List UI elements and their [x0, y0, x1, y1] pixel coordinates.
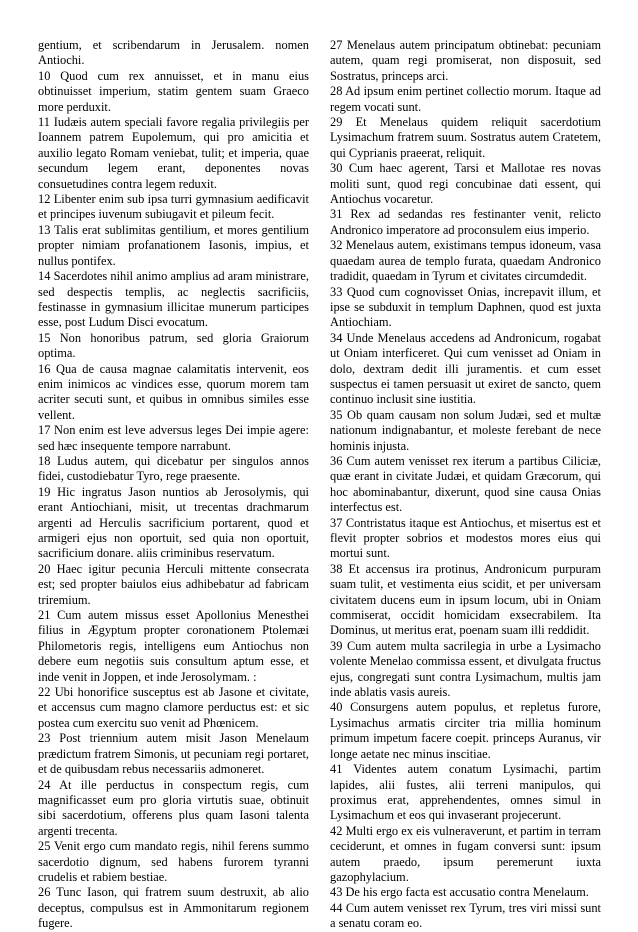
verse-paragraph: 12 Libenter enim sub ipsa turri gymnasium aedificavit et principes iuvenum subiugavit et pileum fecit. [38, 192, 309, 222]
verse-paragraph: 30 Cum haec agerent, Tarsi et Mallotae res novas moliti sunt, quod regi concubinae dati essent, qui Antiochus vocaretur. [330, 161, 601, 207]
verse-paragraph: 32 Menelaus autem, existimans tempus idoneum, vasa quaedam aurea de templo furata, quaedam Andronico tradidit, quaedam in Tyrum et civitates circumdedit. [330, 238, 601, 284]
verse-paragraph: 37 Contristatus itaque est Antiochus, et misertus est et flevit propter sobrios et modestos mores eius qui mortui sunt. [330, 515, 601, 561]
verse-paragraph: 11 Iudæis autem speciali favore regalia privilegiis per Ioannem patrem Eupolemum, qui pro amicitia et auxilio legato Romam veniebat, tulit; et imperia, quae secundum legem erant, deponentes novas consuetudines contra legem reduxit. [38, 115, 309, 191]
right-column [330, 38, 601, 931]
verse-paragraph: 44 Cum autem venisset rex Tyrum, tres viri missi sunt a senatu coram eo. [330, 900, 601, 931]
verse-paragraph: 33 Quod cum cognovisset Onias, increpavit illum, et ipse se subduxit in templum Daphnen, quod est juxta Antiochiam. [330, 284, 601, 330]
verse-paragraph: 13 Talis erat sublimitas gentilium, et mores gentilium propter nimiam profanationem Iasonis, impius, et nullus pontifex. [38, 222, 309, 268]
verse-paragraph: 16 Qua de causa magnae calamitatis intervenit, eos enim inimicos ac vindices esse, quorum morem tam acriter secuti sunt, et quibus in omnibus similes esse vellent. [38, 361, 309, 422]
verse-paragraph: 43 De his ergo facta est accusatio contra Menelaum. [330, 885, 589, 900]
verse-paragraph: 31 Rex ad sedandas res festinanter venit, relicto Andronico imperatore ad proconsulem eius imperio. [330, 207, 601, 237]
verse-paragraph: 29 Et Menelaus quidem reliquit sacerdotium Lysimachum fratrem suum. Sostratus autem Cratetem, qui Cyprianis praeerat, reliquit. [330, 115, 601, 160]
left-column [38, 38, 309, 931]
verse-paragraph: 24 At ille perductus in conspectum regis, cum magnificasset eum pro gloria virtutis suae, obtinuit sibi sacerdotium, offerens plus quam Iasoni talenta argenti trecenta. [38, 777, 309, 838]
verse-paragraph: 23 Post triennium autem misit Jason Menelaum prædictum fratrem Simonis, ut pecuniam regi portaret, et de quibusdam rebus necessariis admoneret. [38, 731, 309, 777]
verse-paragraph: 41 Videntes autem conatum Lysimachi, partim lapides, alii fustes, alii terreni manipulos, qui proximus erat, apprehendentes, omnes simul in Lysimachum et eos qui invaserant projecerunt. [330, 762, 601, 823]
verse-paragraph: 22 Ubi honorifice susceptus est ab Jasone et civitate, et accensus cum magno clamore perductus est: et sic postea cum exercitu suo venit ad Phœnicem. [38, 685, 309, 730]
verse-paragraph: 42 Multi ergo ex eis vulneraverunt, et partim in terram ceciderunt, et omnes in fugam conversi sunt: ipsum autem praedo, ipsum peremerunt iuxta gazophylacium. [330, 823, 601, 884]
verse-paragraph: 14 Sacerdotes nihil animo amplius ad aram ministrare, sed despectis templis, ac neglectis sacrificiis, festinasse in gymnasium illicitae munerum participes esse, post Ludum Disci evocatum. [38, 269, 309, 330]
verse-paragraph: 40 Consurgens autem populus, et repletus furore, Lysimachus armatis circiter tria millia hominum primum impetum facere coepit. princeps Auranus, vir longe aetate nec minus inscitiae. [330, 700, 601, 761]
verse-paragraph: 26 Tunc Iason, qui fratrem suum destruxit, ab alio deceptus, compulsus est in Ammonitarum regionem fugere. [38, 885, 309, 931]
verse-paragraph: 10 Quod cum rex annuisset, et in manu eius obtinuisset imperium, statim gentem suam Graeco more perduxit. [38, 68, 309, 114]
verse-paragraph: 28 Ad ipsum enim pertinet collectio morum. Itaque ad regem vocati sunt. [330, 84, 601, 114]
verse-paragraph: 18 Ludus autem, qui dicebatur per singulos annos fidei, custodiebatur Tyro, rege praesente. [38, 453, 309, 484]
verse-paragraph: gentium, et scribendarum in Jerusalem. nomen Antiochi. [38, 38, 309, 68]
verse-paragraph: 39 Cum autem multa sacrilegia in urbe a Lysimacho volente Menelao commissa essent, et divulgata fructus ejus, congregati sunt contra Lysimachum, multis jam inde ablatis vasis aureis. [330, 638, 601, 700]
verse-paragraph: 21 Cum autem missus esset Apollonius Menesthei filius in Ægyptum propter coronationem Ptolemæi Philometoris regis, intelligens eum Antiochus non debere eum negotiis suis consultum aptum esse, et inde venit in Joppen, et inde Jerosolymam. : [38, 608, 309, 684]
verse-paragraph: 25 Venit ergo cum mandato regis, nihil ferens summo sacerdotio dignum, sed habens furorem tyranni crudelis et rabiem bestiae. [38, 839, 309, 884]
verse-paragraph: 17 Non enim est leve adversus leges Dei impie agere: sed hæc insequente tempore narrabunt. [38, 423, 309, 453]
verse-paragraph: 35 Ob quam causam non solum Judæi, sed et multæ nationum indignabantur, et moleste ferebant de nece hominis injusta. [330, 407, 601, 453]
verse-paragraph: 34 Unde Menelaus accedens ad Andronicum, rogabat ut Oniam interficeret. Qui cum venisset ad Oniam in dolo, dextram dedit illi juramentis. et cum esset suspectus ei tamen persuasit ut exiret de sancto, quem continuo inclusit sine iustitia. [330, 330, 601, 407]
verse-paragraph: 38 Et accensus ira protinus, Andronicum purpuram suam tulit, et vestimenta eius scidit, et per universam civitatem ducens eum in ipsum locum, ubi in Oniam commiserat, occidit homicidam exsecrabilem. Ita Dominus, ut meritus erat, poenam suam illi reddidit. [330, 561, 601, 638]
verse-paragraph: 19 Hic ingratus Jason nuntios ab Jerosolymis, qui erant Antiochiani, misit, ut trecentas drachmarum argenti ad Herculis sacrificium portarent, quod et armigeri ejus non oportuit, sed quia non oportuit, sacrificium donare. aliis criminibus reservatum. [38, 484, 309, 561]
verse-paragraph: 15 Non honoribus patrum, sed gloria Graiorum optima. [38, 330, 309, 361]
verse-paragraph: 20 Haec igitur pecunia Herculi mittente consecrata est; sed propter baiulos eius adhibebatur ad fabricam triremium. [38, 561, 309, 607]
verse-paragraph: 27 Menelaus autem principatum obtinebat: pecuniam autem, quam regi promiserat, non disposuit, sed Sostratus, princeps arci. [330, 38, 601, 83]
verse-paragraph: 36 Cum autem venisset rex iterum a partibus Ciliciæ, quæ erant in civitate Judæi, et quidam Græcorum, qui hoc abominabantur, dixerunt, quod sine causa Onias interfectus est. [330, 453, 601, 515]
